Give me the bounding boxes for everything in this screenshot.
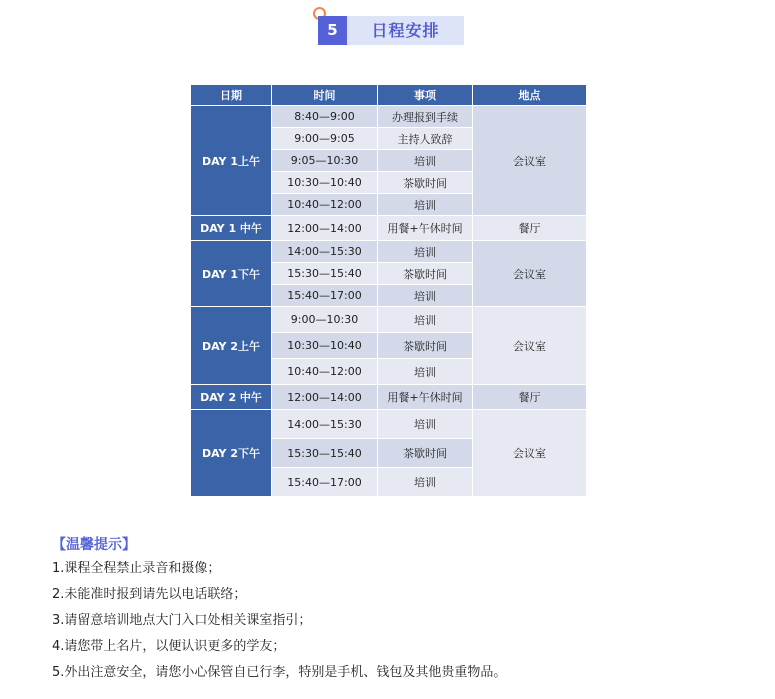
location-cell: 餐厅: [473, 385, 587, 410]
header-item: 事项: [378, 85, 473, 106]
time-cell: 12:00—14:00: [272, 385, 378, 410]
item-cell: 茶歇时间: [378, 263, 473, 285]
time-cell: 15:40—17:00: [272, 468, 378, 497]
location-cell: 会议室: [473, 241, 587, 307]
table-row: [191, 241, 587, 263]
day-cell: DAY 1 中午: [191, 216, 272, 241]
item-cell: 培训: [378, 241, 473, 263]
time-cell: 15:30—15:40: [272, 439, 378, 468]
table-row: [191, 106, 587, 128]
day-cell: DAY 2下午: [191, 410, 272, 497]
section-header: [318, 16, 464, 45]
day-cell: DAY 1下午: [191, 241, 272, 307]
item-cell: 茶歇时间: [378, 439, 473, 468]
item-cell: 用餐+午休时间: [378, 385, 473, 410]
tip-item: 2.未能准时报到请先以电话联络；: [52, 587, 247, 602]
time-cell: 14:00—15:30: [272, 410, 378, 439]
time-cell: 12:00—14:00: [272, 216, 378, 241]
time-cell: 9:05—10:30: [272, 150, 378, 172]
item-cell: 培训: [378, 150, 473, 172]
table-header-row: [191, 85, 587, 106]
time-cell: 15:30—15:40: [272, 263, 378, 285]
item-cell: 培训: [378, 285, 473, 307]
tip-item: 1.课程全程禁止录音和摄像；: [52, 561, 221, 576]
location-cell: 会议室: [473, 410, 587, 497]
item-cell: 办理报到手续: [378, 106, 473, 128]
header-date: 日期: [191, 85, 272, 106]
item-cell: 培训: [378, 468, 473, 497]
location-cell: 会议室: [473, 307, 587, 385]
tip-item: 5.外出注意安全，请您小心保管自已行李，特别是手机、钱包及其他贵重物品。: [52, 665, 507, 680]
time-cell: 10:40—12:00: [272, 194, 378, 216]
day-cell: DAY 2 中午: [191, 385, 272, 410]
location-cell: 餐厅: [473, 216, 587, 241]
section-number: 5: [318, 16, 347, 45]
time-cell: 15:40—17:00: [272, 285, 378, 307]
table-row: [191, 216, 587, 241]
item-cell: 培训: [378, 194, 473, 216]
tip-item: 4.请您带上名片，以便认识更多的学友；: [52, 639, 286, 654]
tips-section: [52, 534, 772, 686]
time-cell: 10:30—10:40: [272, 333, 378, 359]
time-cell: 9:00—10:30: [272, 307, 378, 333]
item-cell: 茶歇时间: [378, 333, 473, 359]
table-row: [191, 410, 587, 439]
schedule-table: [190, 84, 587, 497]
location-cell: 会议室: [473, 106, 587, 216]
time-cell: 9:00—9:05: [272, 128, 378, 150]
day-cell: DAY 1上午: [191, 106, 272, 216]
header-location: 地点: [473, 85, 587, 106]
time-cell: 14:00—15:30: [272, 241, 378, 263]
header-time: 时间: [272, 85, 378, 106]
item-cell: 培训: [378, 307, 473, 333]
time-cell: 10:30—10:40: [272, 172, 378, 194]
time-cell: 8:40—9:00: [272, 106, 378, 128]
tip-item: 3.请留意培训地点大门入口处相关课室指引；: [52, 613, 312, 628]
time-cell: 10:40—12:00: [272, 359, 378, 385]
item-cell: 培训: [378, 359, 473, 385]
day-cell: DAY 2上午: [191, 307, 272, 385]
item-cell: 主持人致辞: [378, 128, 473, 150]
item-cell: 用餐+午休时间: [378, 216, 473, 241]
tips-title: 【温馨提示】: [52, 537, 136, 553]
table-row: [191, 385, 587, 410]
section-title: 日程安排: [347, 16, 464, 45]
item-cell: 培训: [378, 410, 473, 439]
item-cell: 茶歇时间: [378, 172, 473, 194]
table-row: [191, 307, 587, 333]
